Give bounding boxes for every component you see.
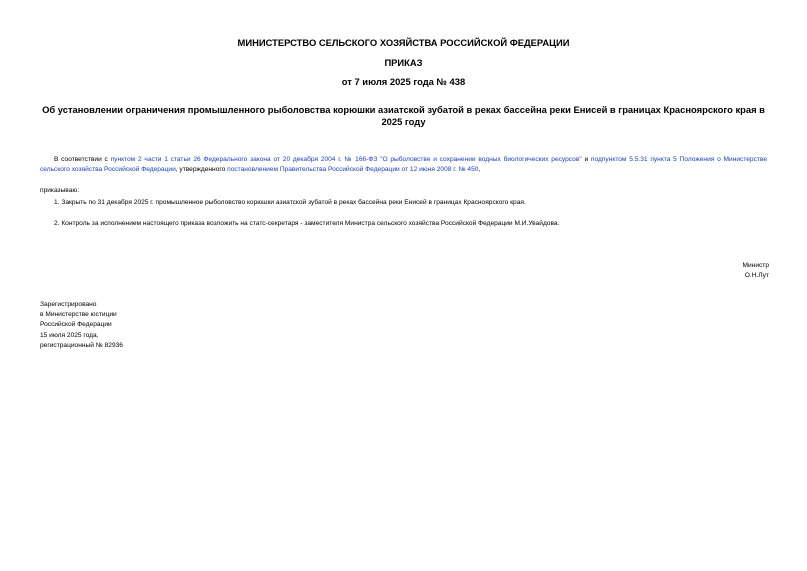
ministry-heading: МИНИСТЕРСТВО СЕЛЬСКОГО ХОЗЯЙСТВА РОССИЙСКОЙ ФЕДЕРАЦИИ xyxy=(237,37,570,48)
registration-line: в Министерстве юстиции xyxy=(40,311,117,319)
preamble-intro: В соответствии с xyxy=(54,156,111,163)
preamble-paragraph xyxy=(40,155,767,175)
order-subject: Об установлении ограничения промышленного рыболовства корюшки азиатской зубатой в реках бассейна реки Енисей в границах Красноярского края в 2025 году xyxy=(42,104,765,127)
federal-law-link[interactable]: пунктом 2 части 1 статьи 26 Федерального закона от 20 декабря 2004 г. № 166-ФЗ "О рыболовстве и сохранении водных биологических ресурсов" xyxy=(110,156,582,163)
registration-line: регистрационный № 82936 xyxy=(40,341,123,349)
order-title: ПРИКАЗ xyxy=(384,57,423,68)
order-item-2: 2. Контроль за исполнением настоящего приказа возложить на статс-секретаря - заместителя Министра сельского хозяйства Российской Федерации М.И.Увайдова. xyxy=(54,220,560,227)
registration-block xyxy=(40,300,123,351)
preamble-middle2: , утвержденного xyxy=(175,166,228,173)
order-date: от 7 июля 2025 года № 438 xyxy=(341,76,466,87)
regulation-link[interactable]: подпунктом 5.5.31 пункта 5 Положения о Министерстве сельского хозяйства Российской Федерации xyxy=(40,156,768,173)
decree-word: приказываю: xyxy=(40,187,80,194)
preamble-end: , xyxy=(478,166,481,173)
preamble-middle: и xyxy=(581,156,591,163)
registration-line: Российской Федерации xyxy=(40,321,112,329)
government-decree-link[interactable]: постановлением Правительства Российской Федерации от 12 июня 2008 г. № 450 xyxy=(227,166,479,173)
signature-name: О.Н.Лут xyxy=(744,272,769,279)
registration-line: Зарегистрировано xyxy=(40,301,97,308)
order-item-1: 1. Закрыть по 31 декабря 2025 г. промышленное рыболовство корюшки азиатской зубатой в реках бассейна реки Енисей в границах Красноярского края. xyxy=(54,199,526,206)
registration-line: 15 июля 2025 года, xyxy=(40,331,99,339)
signature-title: Министр xyxy=(742,262,769,269)
